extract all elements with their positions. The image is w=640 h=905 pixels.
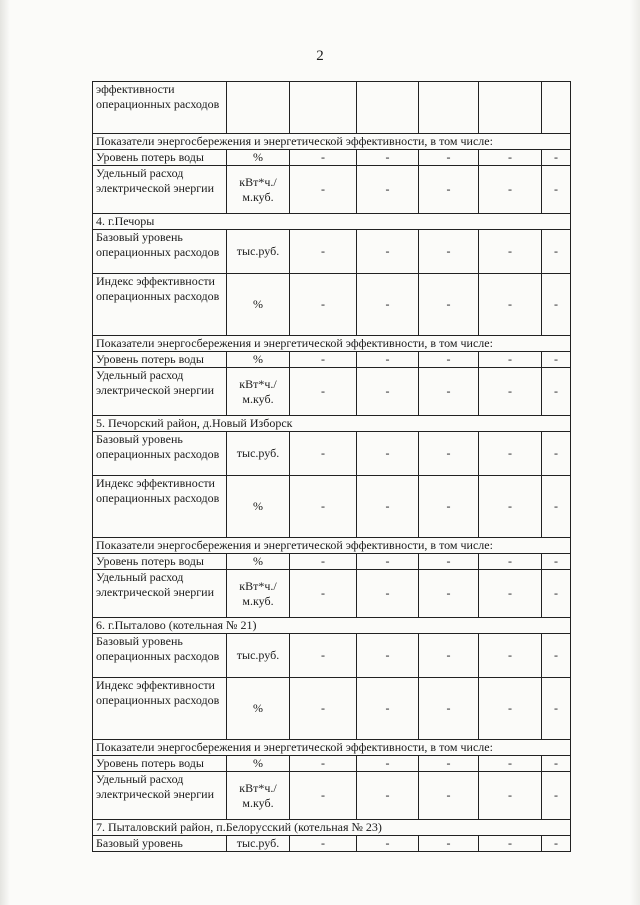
indicator-unit: кВт*ч./м.куб. bbox=[227, 166, 290, 214]
value-cell: - bbox=[479, 570, 542, 618]
table-row bbox=[93, 570, 571, 618]
value-cell: - bbox=[357, 756, 419, 772]
indicator-name: Индекс эффективности операционных расходов bbox=[93, 476, 227, 538]
indicator-name: Индекс эффективности операционных расходов bbox=[93, 678, 227, 740]
indicator-unit: % bbox=[227, 678, 290, 740]
table-row bbox=[93, 756, 571, 772]
indicator-name: Базовый уровень bbox=[93, 836, 227, 852]
value-cell: - bbox=[357, 476, 419, 538]
table-row bbox=[93, 352, 571, 368]
value-cell bbox=[479, 82, 542, 134]
indicator-unit: % bbox=[227, 554, 290, 570]
section-header-text: 7. Пыталовский район, п.Белорусский (котельная № 23) bbox=[93, 820, 571, 836]
indicator-name: Удельный расход электрической энергии bbox=[93, 772, 227, 820]
value-cell: - bbox=[479, 166, 542, 214]
value-cell: - bbox=[357, 352, 419, 368]
section-header-text: Показатели энергосбережения и энергетической эффективности, в том числе: bbox=[93, 336, 571, 352]
scan-edge-left bbox=[0, 0, 10, 905]
indicator-unit: % bbox=[227, 150, 290, 166]
value-cell: - bbox=[357, 836, 419, 852]
value-cell: - bbox=[419, 166, 479, 214]
section-header-row bbox=[93, 416, 571, 432]
value-cell: - bbox=[419, 274, 479, 336]
section-header-text: Показатели энергосбережения и энергетической эффективности, в том числе: bbox=[93, 740, 571, 756]
value-cell: - bbox=[479, 150, 542, 166]
indicator-unit: тыс.руб. bbox=[227, 634, 290, 678]
value-cell: - bbox=[479, 476, 542, 538]
value-cell: - bbox=[479, 352, 542, 368]
indicator-unit: тыс.руб. bbox=[227, 836, 290, 852]
value-cell: - bbox=[479, 554, 542, 570]
value-cell: - bbox=[357, 230, 419, 274]
value-cell: - bbox=[290, 554, 357, 570]
value-cell: - bbox=[357, 634, 419, 678]
value-cell: - bbox=[419, 678, 479, 740]
value-cell: - bbox=[357, 570, 419, 618]
indicator-name: Удельный расход электрической энергии bbox=[93, 570, 227, 618]
value-cell: - bbox=[357, 432, 419, 476]
section-header-row bbox=[93, 336, 571, 352]
value-cell: - bbox=[542, 166, 571, 214]
value-cell: - bbox=[290, 678, 357, 740]
table-row bbox=[93, 476, 571, 538]
value-cell: - bbox=[290, 836, 357, 852]
value-cell: - bbox=[479, 230, 542, 274]
section-header-text: 4. г.Печоры bbox=[93, 214, 571, 230]
value-cell: - bbox=[542, 476, 571, 538]
value-cell: - bbox=[290, 368, 357, 416]
value-cell: - bbox=[290, 570, 357, 618]
value-cell: - bbox=[357, 772, 419, 820]
value-cell: - bbox=[290, 274, 357, 336]
value-cell: - bbox=[479, 368, 542, 416]
table-body bbox=[93, 82, 571, 852]
value-cell: - bbox=[290, 166, 357, 214]
section-header-text: Показатели энергосбережения и энергетической эффективности, в том числе: bbox=[93, 538, 571, 554]
value-cell: - bbox=[419, 230, 479, 274]
value-cell: - bbox=[357, 274, 419, 336]
indicator-unit: % bbox=[227, 274, 290, 336]
value-cell: - bbox=[357, 678, 419, 740]
value-cell: - bbox=[290, 772, 357, 820]
value-cell: - bbox=[419, 432, 479, 476]
indicator-unit: кВт*ч./м.куб. bbox=[227, 772, 290, 820]
value-cell: - bbox=[542, 570, 571, 618]
indicator-unit: % bbox=[227, 352, 290, 368]
value-cell: - bbox=[290, 150, 357, 166]
value-cell: - bbox=[290, 432, 357, 476]
table-row bbox=[93, 554, 571, 570]
indicator-name: эффективности операционных расходов bbox=[93, 82, 227, 134]
indicator-unit: кВт*ч./м.куб. bbox=[227, 368, 290, 416]
value-cell: - bbox=[290, 476, 357, 538]
table-row bbox=[93, 166, 571, 214]
indicator-unit: тыс.руб. bbox=[227, 432, 290, 476]
section-header-row bbox=[93, 820, 571, 836]
value-cell: - bbox=[542, 150, 571, 166]
indicator-unit: тыс.руб. bbox=[227, 230, 290, 274]
table-row bbox=[93, 432, 571, 476]
section-header-row bbox=[93, 214, 571, 230]
value-cell: - bbox=[542, 836, 571, 852]
value-cell bbox=[290, 82, 357, 134]
value-cell bbox=[419, 82, 479, 134]
value-cell: - bbox=[357, 554, 419, 570]
section-header-row bbox=[93, 538, 571, 554]
value-cell: - bbox=[419, 150, 479, 166]
value-cell: - bbox=[419, 772, 479, 820]
indicator-name: Уровень потерь воды bbox=[93, 554, 227, 570]
table-row bbox=[93, 772, 571, 820]
value-cell: - bbox=[479, 432, 542, 476]
value-cell: - bbox=[290, 230, 357, 274]
value-cell: - bbox=[419, 368, 479, 416]
value-cell: - bbox=[419, 554, 479, 570]
indicator-name: Базовый уровень операционных расходов bbox=[93, 432, 227, 476]
table-row bbox=[93, 634, 571, 678]
value-cell: - bbox=[542, 678, 571, 740]
indicator-name: Базовый уровень операционных расходов bbox=[93, 634, 227, 678]
indicator-name: Уровень потерь воды bbox=[93, 150, 227, 166]
table-row bbox=[93, 368, 571, 416]
indicator-unit: % bbox=[227, 476, 290, 538]
value-cell bbox=[542, 82, 571, 134]
value-cell: - bbox=[542, 772, 571, 820]
value-cell: - bbox=[357, 150, 419, 166]
section-header-row bbox=[93, 740, 571, 756]
section-header-text: 6. г.Пыталово (котельная № 21) bbox=[93, 618, 571, 634]
indicator-unit: кВт*ч./м.куб. bbox=[227, 570, 290, 618]
section-header-text: Показатели энергосбережения и энергетической эффективности, в том числе: bbox=[93, 134, 571, 150]
section-header-row bbox=[93, 134, 571, 150]
value-cell bbox=[357, 82, 419, 134]
value-cell: - bbox=[419, 634, 479, 678]
value-cell: - bbox=[542, 368, 571, 416]
value-cell: - bbox=[290, 352, 357, 368]
indicator-name: Уровень потерь воды bbox=[93, 756, 227, 772]
value-cell: - bbox=[419, 352, 479, 368]
value-cell: - bbox=[290, 634, 357, 678]
indicator-name: Удельный расход электрической энергии bbox=[93, 368, 227, 416]
value-cell: - bbox=[419, 756, 479, 772]
value-cell: - bbox=[479, 678, 542, 740]
value-cell: - bbox=[419, 836, 479, 852]
indicator-name: Индекс эффективности операционных расходов bbox=[93, 274, 227, 336]
value-cell: - bbox=[357, 368, 419, 416]
value-cell: - bbox=[542, 352, 571, 368]
indicator-name: Удельный расход электрической энергии bbox=[93, 166, 227, 214]
table-row bbox=[93, 678, 571, 740]
value-cell: - bbox=[542, 554, 571, 570]
value-cell: - bbox=[479, 836, 542, 852]
value-cell: - bbox=[419, 570, 479, 618]
indicator-name: Базовый уровень операционных расходов bbox=[93, 230, 227, 274]
scan-edge-right bbox=[630, 0, 640, 905]
table-row bbox=[93, 274, 571, 336]
indicators-table bbox=[92, 81, 571, 852]
value-cell: - bbox=[419, 476, 479, 538]
section-header-row bbox=[93, 618, 571, 634]
indicator-unit: % bbox=[227, 756, 290, 772]
table-row bbox=[93, 836, 571, 852]
indicator-name: Уровень потерь воды bbox=[93, 352, 227, 368]
table-row bbox=[93, 150, 571, 166]
indicator-unit bbox=[227, 82, 290, 134]
value-cell: - bbox=[542, 634, 571, 678]
value-cell: - bbox=[542, 230, 571, 274]
value-cell: - bbox=[542, 756, 571, 772]
section-header-text: 5. Печорский район, д.Новый Изборск bbox=[93, 416, 571, 432]
table-row bbox=[93, 82, 571, 134]
table-row bbox=[93, 230, 571, 274]
page-number: 2 bbox=[316, 48, 324, 64]
value-cell: - bbox=[290, 756, 357, 772]
value-cell: - bbox=[479, 274, 542, 336]
value-cell: - bbox=[542, 274, 571, 336]
value-cell: - bbox=[542, 432, 571, 476]
value-cell: - bbox=[479, 756, 542, 772]
value-cell: - bbox=[479, 772, 542, 820]
value-cell: - bbox=[479, 634, 542, 678]
value-cell: - bbox=[357, 166, 419, 214]
